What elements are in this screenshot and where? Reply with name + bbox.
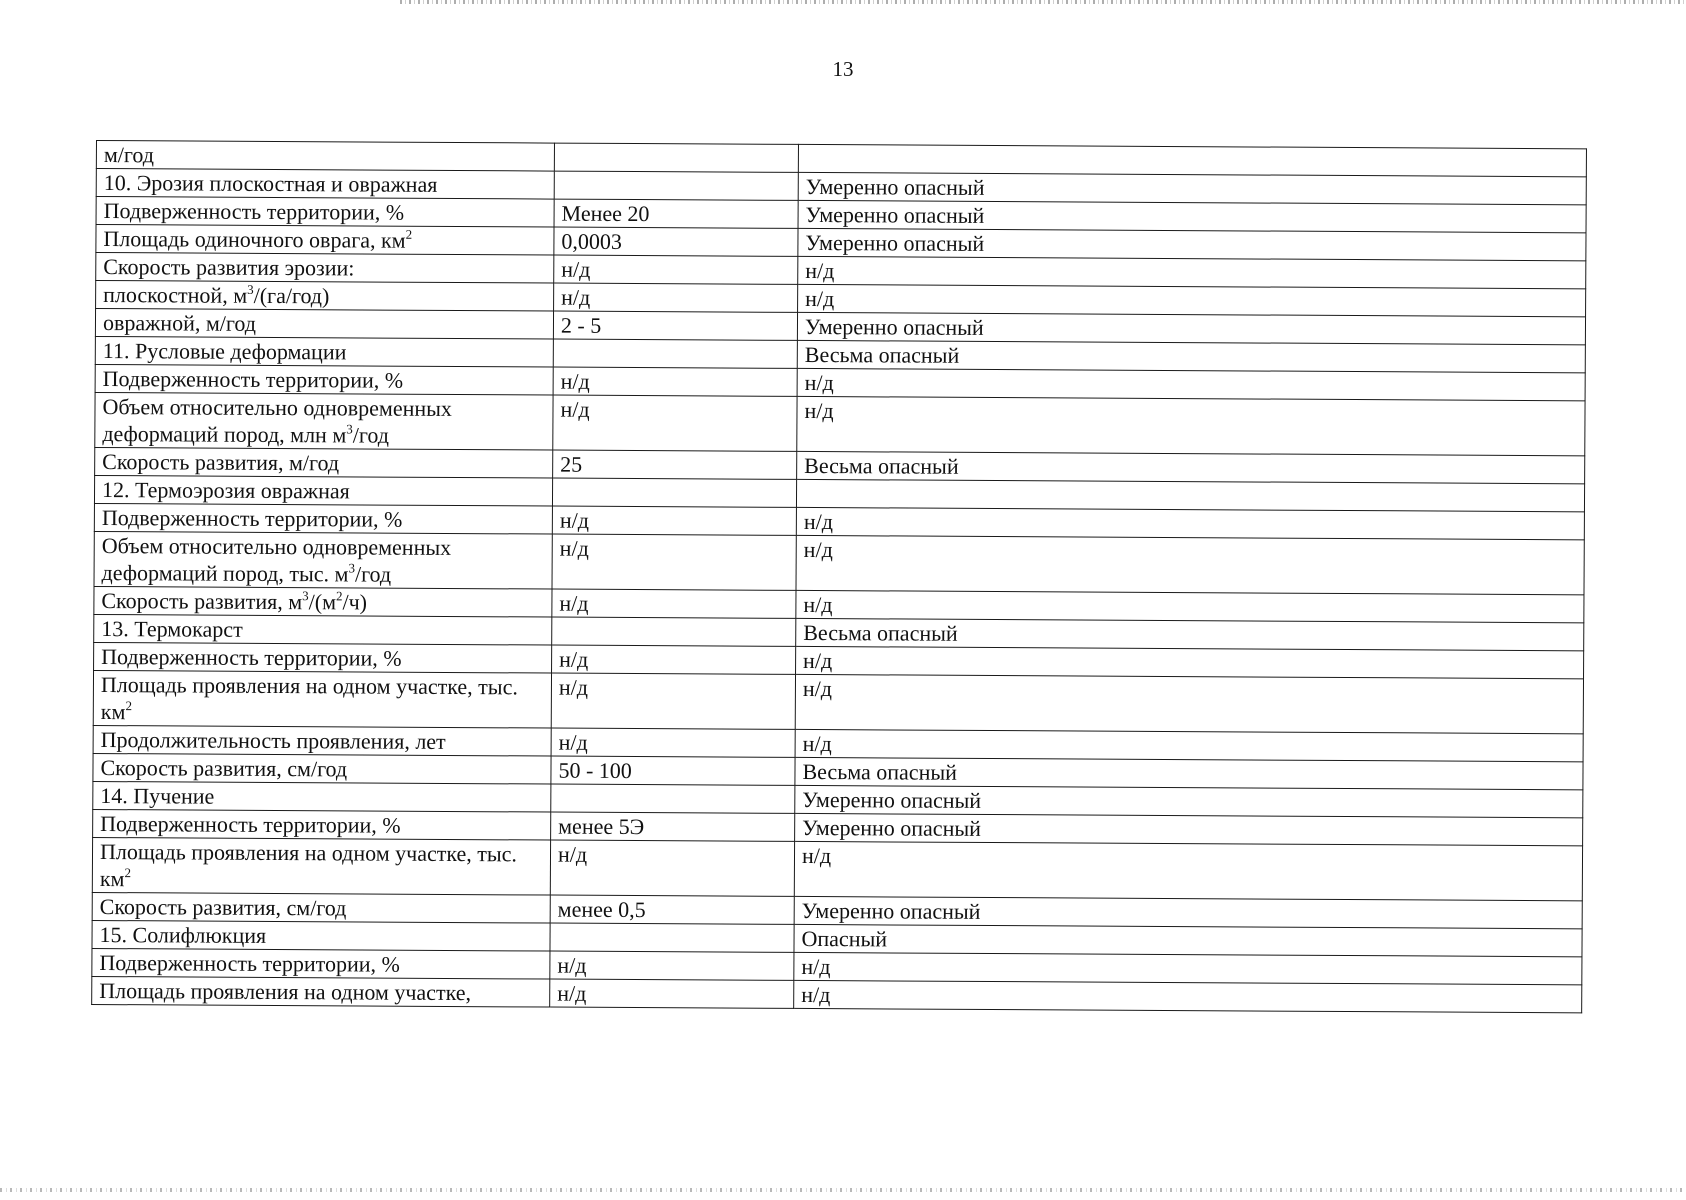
indicator-text: Подверженность территории, % bbox=[101, 644, 402, 671]
value-text: н/д bbox=[557, 841, 588, 867]
assessment-text: н/д bbox=[801, 953, 831, 980]
value-cell bbox=[554, 283, 798, 312]
indicator-superscript: 3 bbox=[302, 588, 309, 604]
assessment-text: Весьма опасный bbox=[804, 341, 960, 368]
value-cell bbox=[551, 784, 795, 813]
indicator-cell bbox=[93, 781, 551, 812]
indicator-cell bbox=[96, 197, 554, 228]
assessment-cell bbox=[794, 980, 1582, 1012]
assessment-cell bbox=[797, 368, 1585, 400]
indicator-text: Подверженность территории, % bbox=[101, 505, 403, 532]
indicator-text: Подверженность территории, % bbox=[102, 366, 404, 393]
indicator-text: Подверженность территории, % bbox=[103, 198, 405, 225]
value-cell bbox=[551, 728, 795, 757]
indicator-text: Скорость развития, см/год bbox=[99, 894, 347, 921]
value-cell bbox=[551, 812, 795, 841]
value-text: 50 - 100 bbox=[558, 757, 632, 784]
value-cell bbox=[554, 143, 798, 172]
assessment-text: Весьма опасный bbox=[803, 619, 958, 646]
value-text: н/д bbox=[559, 590, 589, 616]
indicator-text: Площадь проявления на одном участке, тыс. км bbox=[100, 672, 518, 725]
value-cell bbox=[553, 311, 797, 340]
indicator-cell bbox=[94, 586, 552, 617]
indicator-cell bbox=[94, 531, 552, 589]
assessment-text: н/д bbox=[803, 647, 833, 674]
indicator-cell bbox=[96, 141, 554, 172]
indicator-text: Площадь проявления на одном участке, bbox=[99, 978, 472, 1006]
value-cell bbox=[552, 534, 796, 590]
indicator-cell bbox=[92, 976, 550, 1007]
assessment-cell bbox=[797, 312, 1585, 344]
indicator-text: Объем относительно одновременных деформаций пород, тыс. м bbox=[101, 533, 452, 587]
assessment-text: Умеренно опасный bbox=[802, 814, 982, 841]
indicator-text: м/год bbox=[103, 142, 155, 168]
indicator-cell bbox=[95, 392, 553, 450]
value-cell bbox=[554, 227, 798, 256]
value-cell bbox=[552, 617, 796, 646]
indicator-cell bbox=[93, 670, 551, 728]
hazard-table bbox=[91, 140, 1587, 1013]
assessment-cell bbox=[796, 507, 1584, 539]
indicator-text: Площадь одиночного оврага, км bbox=[103, 226, 406, 253]
indicator-cell bbox=[96, 253, 554, 284]
table-row bbox=[94, 531, 1584, 594]
indicator-text: Продолжительность проявления, лет bbox=[100, 727, 446, 754]
assessment-text: Умеренно опасный bbox=[801, 897, 981, 924]
assessment-cell bbox=[798, 256, 1586, 288]
indicator-text: 11. Русловые деформации bbox=[102, 338, 347, 365]
scan-edge-top bbox=[400, 0, 1686, 4]
indicator-cell bbox=[94, 642, 552, 673]
indicator-text: Подверженность территории, % bbox=[100, 811, 401, 838]
table-body bbox=[92, 141, 1587, 1013]
assessment-cell bbox=[796, 535, 1584, 594]
assessment-cell bbox=[798, 200, 1586, 232]
assessment-text: н/д bbox=[805, 285, 835, 312]
indicator-text: Площадь проявления на одном участке, тыс. км bbox=[99, 839, 518, 892]
assessment-cell bbox=[794, 896, 1582, 928]
assessment-cell bbox=[794, 952, 1582, 984]
assessment-text: Умеренно опасный bbox=[805, 173, 985, 200]
table-row bbox=[93, 670, 1583, 733]
scan-edge-bottom bbox=[0, 1188, 1686, 1192]
indicator-cell bbox=[92, 948, 550, 979]
assessment-cell bbox=[796, 590, 1584, 622]
table-sheet bbox=[91, 140, 1586, 1013]
assessment-text: Умеренно опасный bbox=[802, 786, 982, 813]
assessment-cell bbox=[798, 228, 1586, 260]
indicator-text: плоскостной, м bbox=[103, 282, 248, 308]
indicator-text: Скорость развития, м/год bbox=[102, 449, 340, 476]
indicator-text: овражной, м/год bbox=[102, 310, 257, 336]
indicator-text: Объем относительно одновременных деформаций пород, млн м bbox=[102, 394, 453, 448]
assessment-cell bbox=[797, 396, 1585, 455]
indicator-text: 14. Пучение bbox=[100, 783, 215, 809]
indicator-text: 13. Термокарст bbox=[101, 616, 243, 642]
assessment-cell bbox=[795, 729, 1583, 761]
value-cell bbox=[552, 478, 796, 507]
indicator-cell bbox=[94, 614, 552, 645]
indicator-superscript: 3 bbox=[346, 421, 353, 437]
value-text: н/д bbox=[560, 368, 590, 394]
indicator-text: 10. Эрозия плоскостная и овражная bbox=[103, 170, 438, 197]
indicator-cell bbox=[94, 503, 552, 534]
value-cell bbox=[553, 450, 797, 479]
value-cell bbox=[554, 171, 798, 200]
indicator-superscript: 2 bbox=[124, 865, 132, 881]
table-row bbox=[95, 392, 1585, 455]
indicator-cell bbox=[96, 281, 554, 312]
value-cell bbox=[554, 255, 798, 284]
indicator-text: Скорость развития эрозии: bbox=[103, 254, 355, 281]
assessment-cell bbox=[795, 785, 1583, 817]
value-cell bbox=[550, 895, 794, 924]
indicator-cell bbox=[93, 809, 551, 840]
value-cell bbox=[550, 923, 794, 952]
value-cell bbox=[550, 979, 794, 1008]
value-cell bbox=[552, 589, 796, 618]
indicator-superscript: 2 bbox=[405, 226, 413, 242]
value-text: менее 5Э bbox=[558, 813, 645, 840]
value-text: н/д bbox=[558, 729, 588, 755]
indicator-text-suffix: /(м bbox=[308, 589, 337, 615]
value-text: н/д bbox=[561, 256, 591, 282]
indicator-text: 12. Термоэрозия овражная bbox=[101, 477, 350, 504]
indicator-text-suffix: /год bbox=[354, 561, 392, 587]
assessment-text: Весьма опасный bbox=[802, 758, 958, 785]
indicator-cell bbox=[95, 309, 553, 340]
value-text: н/д bbox=[561, 284, 591, 310]
assessment-text: н/д bbox=[803, 591, 833, 618]
value-text: н/д bbox=[559, 535, 589, 561]
assessment-text: Умеренно опасный bbox=[805, 229, 985, 256]
assessment-text: н/д bbox=[802, 675, 833, 702]
assessment-cell bbox=[795, 674, 1583, 733]
assessment-cell bbox=[794, 841, 1582, 900]
indicator-cell bbox=[95, 336, 553, 367]
assessment-text: н/д bbox=[802, 730, 832, 757]
value-text: н/д bbox=[559, 507, 590, 533]
indicator-superscript: 3 bbox=[247, 281, 254, 297]
page-number: 13 bbox=[832, 57, 854, 81]
assessment-cell bbox=[797, 340, 1585, 372]
indicator-text-suffix: /ч) bbox=[342, 589, 368, 615]
indicator-cell bbox=[94, 475, 552, 506]
assessment-text: Умеренно опасный bbox=[804, 313, 984, 340]
value-text: менее 0,5 bbox=[557, 896, 646, 923]
assessment-cell bbox=[796, 646, 1584, 678]
assessment-cell bbox=[798, 144, 1586, 176]
table-row bbox=[92, 837, 1582, 900]
value-text: н/д bbox=[557, 952, 587, 978]
indicator-superscript: 2 bbox=[336, 588, 343, 604]
value-text: н/д bbox=[560, 396, 590, 422]
value-cell bbox=[554, 199, 798, 228]
value-text: н/д bbox=[558, 674, 589, 700]
value-text: н/д bbox=[559, 646, 589, 672]
indicator-cell bbox=[92, 837, 550, 895]
indicator-text: Скорость развития, м bbox=[101, 588, 303, 615]
assessment-text: Умеренно опасный bbox=[805, 201, 985, 228]
value-cell bbox=[553, 395, 797, 451]
assessment-cell bbox=[796, 618, 1584, 650]
value-text: 0,0003 bbox=[561, 228, 623, 254]
indicator-cell bbox=[95, 364, 553, 395]
assessment-text: н/д bbox=[801, 981, 831, 1008]
indicator-cell bbox=[96, 169, 554, 200]
assessment-text: н/д bbox=[804, 397, 834, 424]
indicator-text-suffix: /(га/год) bbox=[253, 282, 330, 309]
assessment-cell bbox=[798, 172, 1586, 204]
indicator-cell bbox=[93, 725, 551, 756]
assessment-cell bbox=[794, 924, 1582, 956]
indicator-superscript: 3 bbox=[348, 560, 356, 576]
assessment-text: н/д bbox=[804, 369, 834, 396]
assessment-text: н/д bbox=[803, 508, 834, 535]
assessment-text: Весьма опасный bbox=[804, 452, 959, 479]
value-text: 25 bbox=[560, 451, 583, 477]
value-text: н/д bbox=[557, 980, 587, 1006]
value-cell bbox=[550, 840, 794, 896]
indicator-cell bbox=[95, 447, 553, 478]
assessment-text: н/д bbox=[801, 842, 832, 869]
indicator-text: Подверженность территории, % bbox=[99, 950, 400, 977]
value-cell bbox=[551, 756, 795, 785]
assessment-cell bbox=[795, 757, 1583, 789]
indicator-cell bbox=[92, 920, 550, 951]
assessment-text: н/д bbox=[805, 257, 835, 284]
value-text: 2 - 5 bbox=[560, 312, 602, 338]
assessment-cell bbox=[797, 451, 1585, 483]
value-cell bbox=[551, 673, 795, 729]
value-cell bbox=[550, 951, 794, 980]
indicator-superscript: 2 bbox=[125, 698, 133, 714]
assessment-text: н/д bbox=[803, 536, 833, 563]
assessment-cell bbox=[795, 813, 1583, 845]
indicator-text: 15. Солифлюкция bbox=[99, 922, 267, 948]
assessment-text: Опасный bbox=[801, 925, 888, 952]
value-cell bbox=[552, 645, 796, 674]
assessment-cell bbox=[798, 284, 1586, 316]
value-cell bbox=[553, 339, 797, 368]
indicator-text-suffix: /год bbox=[352, 422, 390, 448]
value-cell bbox=[552, 506, 796, 535]
value-cell bbox=[553, 367, 797, 396]
value-text: Менее 20 bbox=[561, 200, 650, 227]
indicator-text: Скорость развития, см/год bbox=[100, 755, 348, 782]
indicator-cell bbox=[92, 892, 550, 923]
assessment-cell bbox=[796, 479, 1584, 511]
indicator-cell bbox=[93, 753, 551, 784]
indicator-cell bbox=[96, 225, 554, 256]
